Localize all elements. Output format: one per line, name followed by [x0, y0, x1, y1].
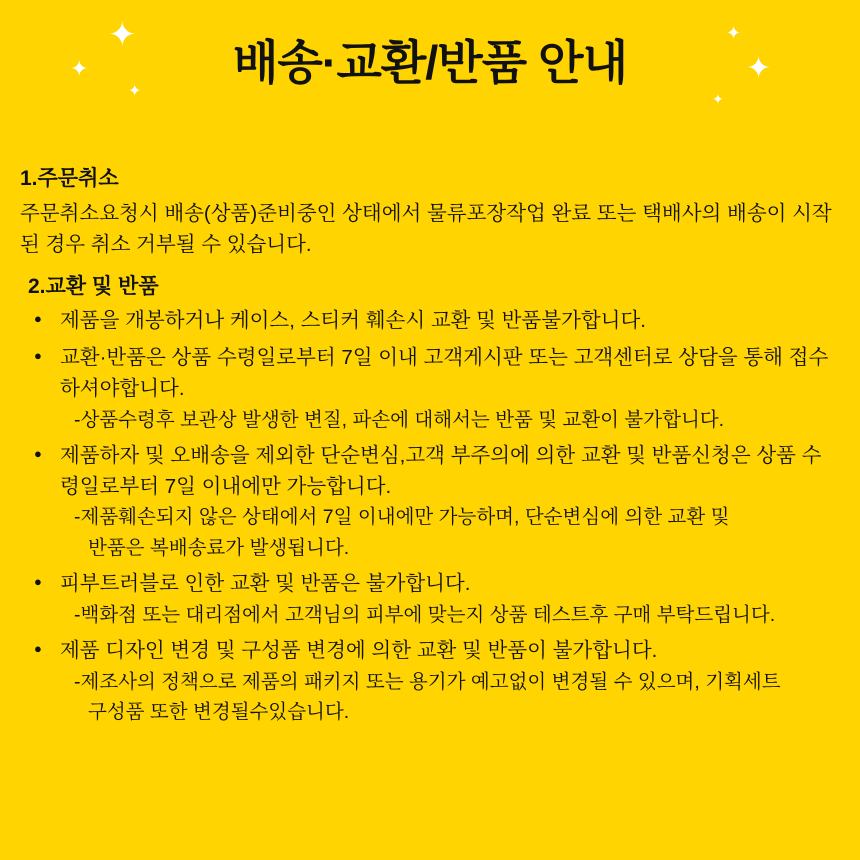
- list-item-text: 제품 디자인 변경 및 구성품 변경에 의한 교환 및 반품이 불가합니다.: [60, 638, 658, 662]
- sparkle-icon: ✦: [128, 83, 142, 100]
- list-item-text: 제품을 개봉하거나 케이스, 스티커 훼손시 교환 및 반품불가합니다.: [60, 309, 646, 333]
- sparkle-icon: ✦: [70, 56, 89, 81]
- sparkle-icon: ✦: [108, 16, 137, 54]
- list-item-subtext: 구성품 또한 변경될수있습니다.: [88, 700, 350, 723]
- exchange-return-list: [20, 306, 840, 727]
- sparkle-icon: ✦: [746, 52, 772, 85]
- section-order-cancel: [20, 162, 840, 260]
- sparkle-icon: ✦: [726, 23, 742, 43]
- section-title: 2.교환 및 반품: [28, 275, 159, 299]
- list-item-subtext: -백화점 또는 대리점에서 고객님의 피부에 맞는지 상품 테스트후 구매 부탁드립니다.: [74, 603, 776, 626]
- list-item-subtext: -상품수령후 보관상 발생한 변질, 파손에 대해서는 반품 및 교환이 불가합니다.: [74, 408, 725, 431]
- list-item: [32, 569, 840, 630]
- list-item: [32, 343, 840, 435]
- list-item: [32, 441, 840, 563]
- page-header: [0, 0, 860, 118]
- list-item-text: 교환·반품은 상품 수령일로부터 7일 이내 고객게시판 또는 고객센터로 상담을 통해 접수 하셔야합니다.: [60, 346, 829, 400]
- list-item-subtext: -제조사의 정책으로 제품의 패키지 또는 용기가 예고없이 변경될 수 있으며, 기획세트: [74, 670, 781, 693]
- list-item-subtext: -제품훼손되지 않은 상태에서 7일 이내에만 가능하며, 단순변심에 의한 교환 및: [74, 506, 730, 529]
- list-item-text: 제품하자 및 오배송을 제외한 단순변심,고객 부주의에 의한 교환 및 반품신청은 상품 수령일로부터 7일 이내에만 가능합니다.: [60, 443, 822, 498]
- notice-content: [0, 118, 860, 727]
- section-title: 1.주문취소: [20, 167, 119, 190]
- list-item: [32, 306, 840, 337]
- list-item-subtext: 반품은 복배송료가 발생됩니다.: [88, 536, 350, 559]
- list-item-text: 피부트러블로 인한 교환 및 반품은 불가합니다.: [60, 571, 471, 595]
- page-title: 배송·교환/반품 안내: [233, 35, 627, 89]
- section-paragraph: 주문취소요청시 배송(상품)준비중인 상태에서 물류포장작업 완료 또는 택배사의 배송이 시작된 경우 취소 거부될 수 있습니다.: [20, 202, 832, 257]
- list-item: [32, 636, 840, 727]
- sparkle-icon: ✦: [712, 91, 724, 107]
- section-exchange-return: [20, 270, 840, 727]
